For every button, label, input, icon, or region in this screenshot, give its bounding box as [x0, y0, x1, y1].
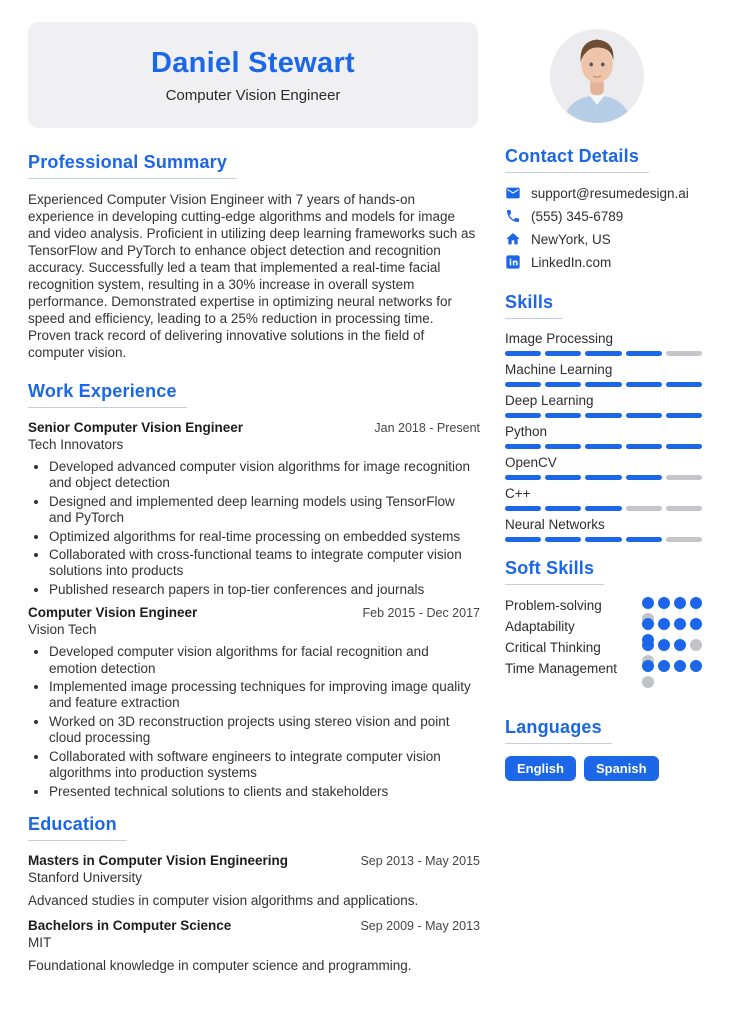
contact-item — [505, 208, 702, 224]
contact-text: LinkedIn.com — [531, 254, 612, 270]
skill-bar-segment — [545, 475, 581, 480]
skill-bar-segment — [626, 537, 662, 542]
job-bullet: • Published research papers in top-tier conferences and journals — [49, 582, 480, 598]
summary-text: Experienced Computer Vision Engineer with 7 years of hands-on experience in developing cutting-edge algorithms and models for image and video analysis. Proficient in utilizing deep learning frameworks such as TensorFlow and PyTorch to enhance object detection and recognition accuracy. Successfully led a team that implemented a real-time facial recognition system, resulting in a 30% increase in overall system performance. Demonstrated expertise in optimizing neural networks for speed and efficiency, leading to a 25% reduction in processing time. Proven track record of delivering innovative solutions in the field of computer vision. — [28, 192, 476, 360]
section-heading-skills: Skills — [505, 292, 563, 319]
contact-item — [505, 231, 702, 247]
rating-dot — [658, 597, 670, 609]
rating-dot — [642, 618, 654, 630]
skill-bar-segment — [666, 537, 702, 542]
job-header — [28, 420, 480, 435]
skill-bar — [505, 444, 702, 449]
skill-bar-segment — [505, 351, 541, 356]
job-entry — [28, 420, 480, 598]
skill-bar-segment — [545, 351, 581, 356]
skill-bar-segment — [505, 382, 541, 387]
job-bullet: • Presented technical solutions to clients and stakeholders — [49, 784, 480, 800]
soft-skills-list — [505, 597, 702, 681]
skill-bar-segment — [585, 382, 621, 387]
soft-skill-row — [505, 639, 702, 660]
rating-dot — [658, 618, 670, 630]
skill-bar-segment — [545, 506, 581, 511]
job-dates: Feb 2015 - Dec 2017 — [362, 606, 480, 621]
job-bullet: • Developed advanced computer vision algorithms for image recognition and object detection — [49, 459, 480, 492]
rating-dots — [642, 660, 702, 688]
section-skills — [505, 292, 702, 542]
skill-bar-segment — [585, 506, 621, 511]
section-heading-education: Education — [28, 814, 127, 841]
contact-text: (555) 345-6789 — [531, 208, 624, 224]
skill-bar-segment — [626, 475, 662, 480]
section-education — [28, 814, 480, 973]
skill-bar — [505, 537, 702, 542]
section-heading-soft-skills: Soft Skills — [505, 558, 604, 585]
job-list — [28, 420, 480, 800]
contact-item[interactable] — [505, 254, 702, 270]
education-degree: Masters in Computer Vision Engineering — [28, 852, 289, 868]
skill-bar-segment — [585, 444, 621, 449]
soft-skill-label: Adaptability — [505, 619, 575, 634]
skill-label: OpenCV — [505, 455, 557, 470]
education-school: Stanford University — [28, 869, 143, 885]
skill-bar-segment — [505, 413, 541, 418]
section-heading-summary: Professional Summary — [28, 152, 237, 179]
rating-dot — [674, 639, 686, 651]
education-header — [28, 853, 480, 868]
education-list — [28, 853, 480, 973]
skill-row — [505, 362, 702, 387]
side-column — [505, 146, 702, 803]
education-degree: Bachelors in Computer Science — [28, 917, 232, 933]
soft-skill-label: Problem-solving — [505, 598, 602, 613]
candidate-job-title: Computer Vision Engineer — [165, 86, 341, 104]
section-heading-languages: Languages — [505, 717, 612, 744]
job-bullet: • Collaborated with software engineers to integrate computer vision algorithms into production systems — [49, 749, 480, 782]
skill-bar — [505, 475, 702, 480]
skill-row — [505, 393, 702, 418]
education-description: Advanced studies in computer vision algorithms and applications. — [28, 892, 419, 908]
rating-dot — [658, 660, 670, 672]
email-icon — [505, 185, 521, 201]
job-title: Senior Computer Vision Engineer — [28, 420, 244, 435]
skill-row — [505, 486, 702, 511]
home-icon — [505, 231, 521, 247]
skill-bar — [505, 351, 702, 356]
education-entry — [28, 853, 480, 908]
contact-item[interactable] — [505, 185, 702, 201]
job-header — [28, 605, 480, 620]
skill-row — [505, 331, 702, 356]
job-bullet: • Developed computer vision algorithms for facial recognition and emotion detection — [49, 644, 480, 677]
section-work-experience — [28, 381, 480, 800]
skills-list — [505, 331, 702, 542]
language-badge-english[interactable]: English — [505, 756, 576, 781]
rating-dot — [690, 618, 702, 630]
skill-bar-segment — [585, 537, 621, 542]
skill-bar-segment — [585, 475, 621, 480]
rating-dot — [690, 660, 702, 672]
skill-label: Machine Learning — [505, 362, 613, 377]
contact-text: support@resumedesign.ai — [531, 185, 689, 201]
section-heading-contact: Contact Details — [505, 146, 649, 173]
education-school: MIT — [28, 934, 52, 950]
job-bullet: • Worked on 3D reconstruction projects using stereo vision and point cloud processing — [49, 714, 480, 747]
skill-bar-segment — [545, 382, 581, 387]
skill-row — [505, 455, 702, 480]
contact-text: NewYork, US — [531, 231, 611, 247]
education-header — [28, 918, 480, 933]
job-company: Tech Innovators — [28, 437, 124, 452]
section-contact-details — [505, 146, 702, 270]
skill-row — [505, 517, 702, 542]
candidate-name: Daniel Stewart — [150, 46, 356, 79]
rating-dot — [674, 618, 686, 630]
education-dates: Sep 2009 - May 2013 — [360, 918, 480, 933]
skill-bar-segment — [505, 537, 541, 542]
job-entry — [28, 605, 480, 800]
soft-skill-row — [505, 618, 702, 639]
skill-bar-segment — [666, 444, 702, 449]
skill-bar-segment — [626, 413, 662, 418]
linkedin-icon — [505, 254, 521, 270]
rating-dot — [690, 639, 702, 651]
job-bullet: • Implemented image processing techniques for improving image quality and feature extraction — [49, 679, 480, 712]
skill-bar — [505, 506, 702, 511]
rating-dot — [642, 660, 654, 672]
skill-bar-segment — [585, 351, 621, 356]
rating-dot — [690, 597, 702, 609]
skill-row — [505, 424, 702, 449]
header-card — [28, 22, 478, 128]
rating-dot — [658, 639, 670, 651]
rating-dot — [674, 660, 686, 672]
education-entry — [28, 918, 480, 973]
skill-bar-segment — [626, 351, 662, 356]
education-dates: Sep 2013 - May 2015 — [360, 853, 480, 868]
skill-bar-segment — [666, 413, 702, 418]
skill-bar-segment — [666, 382, 702, 387]
rating-dot — [674, 597, 686, 609]
soft-skill-row — [505, 660, 702, 681]
job-bullet-list — [28, 644, 480, 800]
soft-skill-label: Critical Thinking — [505, 640, 601, 655]
skill-bar-segment — [505, 475, 541, 480]
skill-bar-segment — [626, 506, 662, 511]
skill-bar-segment — [545, 444, 581, 449]
contact-list — [505, 185, 702, 270]
language-list — [505, 756, 702, 781]
job-bullet: • Collaborated with cross-functional teams to integrate computer vision solutions into products — [49, 547, 480, 580]
skill-bar-segment — [626, 444, 662, 449]
job-bullet: • Designed and implemented deep learning models using TensorFlow and PyTorch — [49, 494, 480, 527]
avatar-illustration — [549, 28, 645, 124]
section-soft-skills — [505, 558, 702, 681]
skill-label: Image Processing — [505, 331, 614, 346]
profile-photo — [549, 28, 645, 124]
skill-bar-segment — [505, 444, 541, 449]
skill-bar-segment — [666, 475, 702, 480]
skill-label: C++ — [505, 486, 531, 501]
section-professional-summary — [28, 152, 480, 361]
skill-label: Neural Networks — [505, 517, 605, 532]
rating-dot — [642, 639, 654, 651]
phone-icon — [505, 208, 521, 224]
skill-bar-segment — [505, 506, 541, 511]
job-dates: Jan 2018 - Present — [374, 421, 480, 435]
skill-label: Deep Learning — [505, 393, 594, 408]
soft-skill-row — [505, 597, 702, 618]
job-company: Vision Tech — [28, 622, 97, 638]
skill-bar — [505, 382, 702, 387]
rating-dot — [642, 676, 654, 688]
job-title: Computer Vision Engineer — [28, 605, 198, 621]
skill-bar-segment — [666, 506, 702, 511]
section-heading-work: Work Experience — [28, 381, 187, 408]
skill-bar-segment — [545, 537, 581, 542]
skill-bar-segment — [666, 351, 702, 356]
skill-bar-segment — [545, 413, 581, 418]
soft-skill-label: Time Management — [505, 661, 618, 676]
education-description: Foundational knowledge in computer science and programming. — [28, 957, 412, 973]
skill-label: Python — [505, 424, 548, 439]
skill-bar-segment — [626, 382, 662, 387]
skill-bar-segment — [585, 413, 621, 418]
language-badge-spanish[interactable]: Spanish — [584, 756, 659, 781]
skill-bar — [505, 413, 702, 418]
rating-dot — [642, 597, 654, 609]
section-languages — [505, 717, 702, 781]
main-column — [28, 152, 480, 983]
job-bullet-list — [28, 459, 480, 598]
job-bullet: • Optimized algorithms for real-time processing on embedded systems — [49, 529, 480, 545]
